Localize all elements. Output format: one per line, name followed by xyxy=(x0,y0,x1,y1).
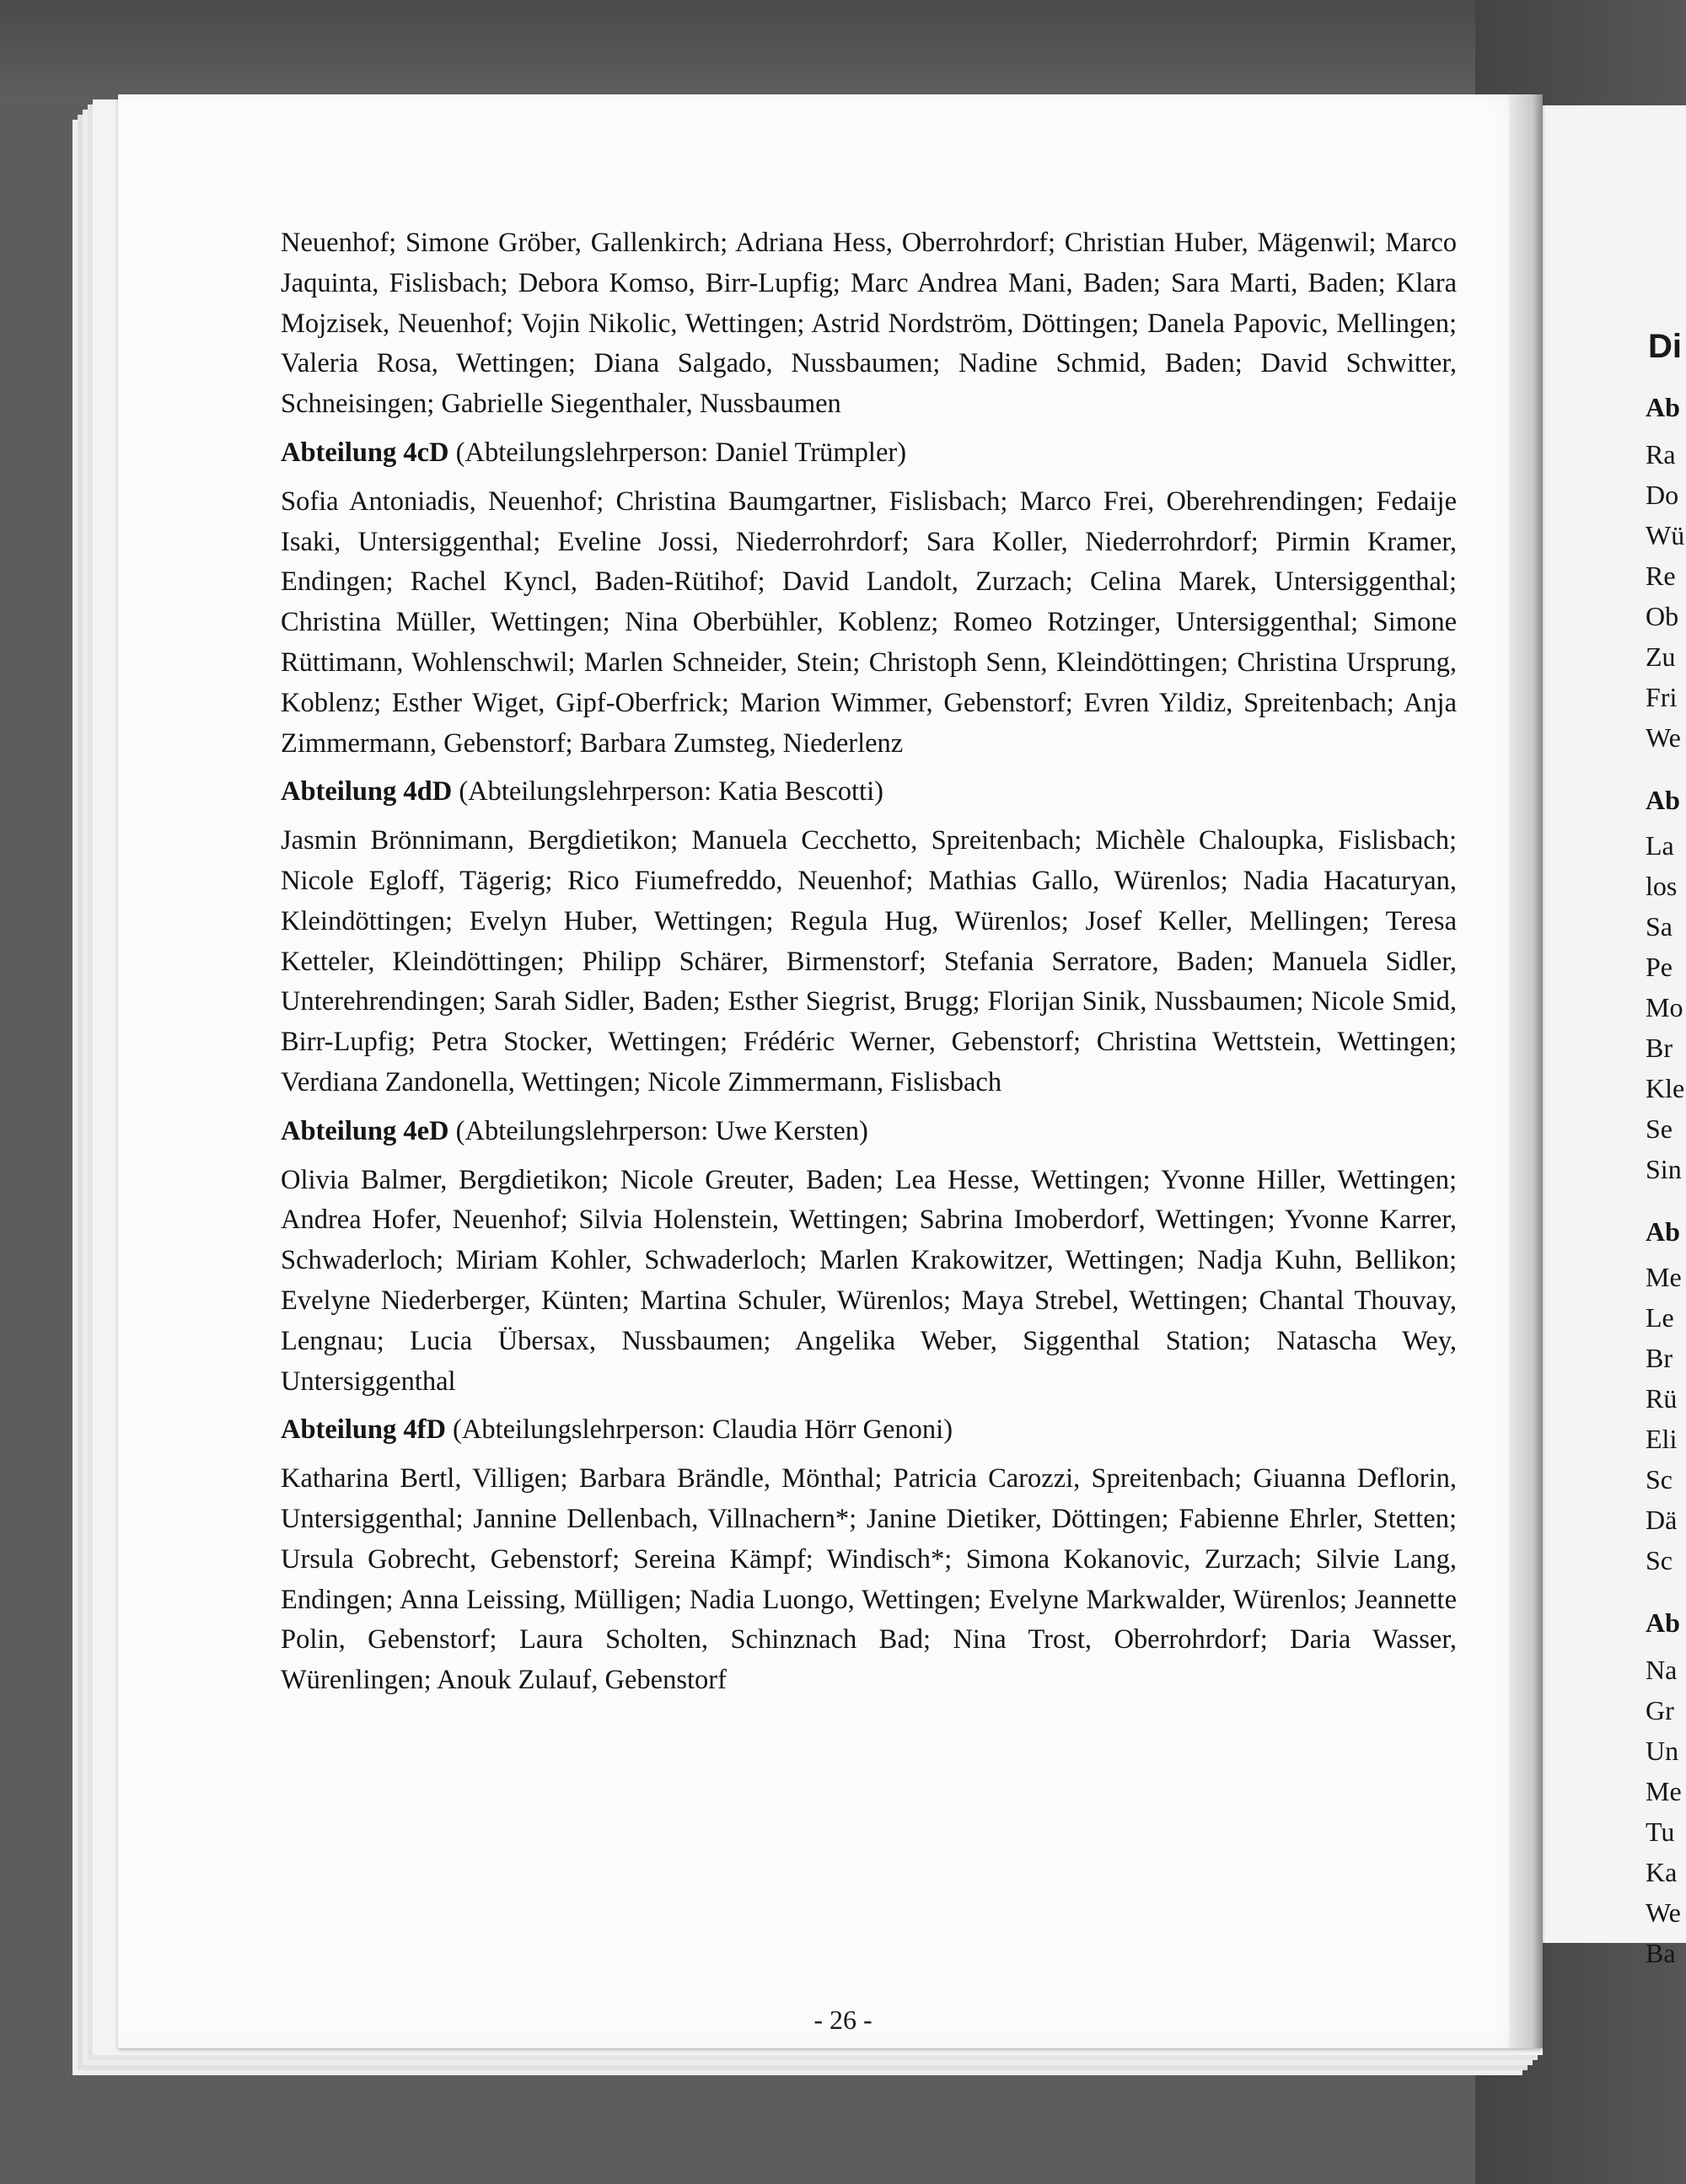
facing-page-fragment: Re xyxy=(1646,561,1676,591)
facing-page-fragment: Se xyxy=(1646,1113,1673,1144)
facing-page-fragment: Ba xyxy=(1646,1938,1676,1968)
facing-page-fragment: Ra xyxy=(1646,439,1676,470)
facing-page-fragment: Pe xyxy=(1646,952,1673,982)
facing-page-fragment: Kle xyxy=(1646,1073,1685,1103)
student-list: Neuenhof; Simone Gröber, Gallenkirch; Adriana Hess, Oberrohrdorf; Christian Huber, Mägenwil; Marco Jaquinta, Fislisbach; Debora Komso, Birr-Lupfig; Marc Andrea Mani, Baden; Sara Marti, Baden; Klara Mojzisek, Neuenhof; Vojin Nikolic, Wettingen; Astrid Nordström, Döttingen; Danela Papovic, Mellingen; Valeria Rosa, Wettingen; Diana Salgado, Nussbaumen; Nadine Schmid, Baden; David Schwitter, Schneisingen; Gabrielle Siegenthaler, Nussbaumen xyxy=(281,228,1457,420)
facing-page-fragment: Ab xyxy=(1646,1216,1680,1247)
section-heading xyxy=(281,1410,1457,1451)
facing-page-fragment: Sc xyxy=(1646,1545,1673,1575)
page-body xyxy=(281,223,1457,1701)
class-name: Abteilung 4eD xyxy=(281,1115,449,1146)
class-name: Abteilung 4fD xyxy=(281,1414,446,1446)
student-list: Jasmin Brönnimann, Bergdietikon; Manuela Cecchetto, Spreitenbach; Michèle Chaloupka, Fislisbach; Nicole Egloff, Tägerig; Rico Fiumefreddo, Neuenhof; Mathias Gallo, Würenlos; Nadia Hacaturyan, Kleindöttingen; Evelyn Huber, Wettingen; Regula Hug, Würenlos; Josef Keller, Mellingen; Teresa Ketteler, Kleindöttingen; Philipp Schärer, Birmenstorf; Stefania Serratore, Baden; Manuela Sidler, Unterehrendingen; Sarah Sidler, Baden; Esther Siegrist, Brugg; Florijan Sinik, Nussbaumen; Nicole Smid, Birr-Lupfig; Petra Stocker, Wettingen; Frédéric Werner, Gebenstorf; Christina Wettstein, Wettingen; Verdiana Zandonella, Wettingen; Nicole Zimmermann, Fislisbach xyxy=(281,825,1457,1097)
facing-page-fragment: Tu xyxy=(1646,1816,1675,1847)
facing-page-fragment: Fri xyxy=(1646,682,1678,712)
facing-page-fragment: Sc xyxy=(1646,1464,1673,1494)
class-name: Abteilung 4dD xyxy=(281,776,453,808)
section-heading xyxy=(281,772,1457,813)
facing-page-fragment: Rü xyxy=(1646,1383,1678,1414)
facing-page-fragment: Na xyxy=(1646,1655,1678,1685)
class-teacher: (Abteilungslehrperson: Claudia Hörr Genoni) xyxy=(453,1414,953,1446)
student-list: Olivia Balmer, Bergdietikon; Nicole Greuter, Baden; Lea Hesse, Wettingen; Yvonne Hiller, Wettingen; Andrea Hofer, Neuenhof; Silvia Holenstein, Wettingen; Sabrina Imoberdorf, Wettingen; Yvonne Karrer, Schwaderloch; Miriam Kohler, Schwaderloch; Marlen Krakowitzer, Wettingen; Nadja Kuhn, Bellikon; Evelyne Niederberger, Künten; Martina Schuler, Würenlos; Maya Strebel, Wettingen; Chantal Thouvay, Lengnau; Lucia Übersax, Nussbaumen; Angelika Weber, Siggenthal Station; Natascha Wey, Untersiggenthal xyxy=(281,1164,1457,1397)
page-number: - 26 - xyxy=(813,2004,873,2035)
facing-page-fragment: Le xyxy=(1646,1302,1674,1333)
section-heading xyxy=(281,1112,1457,1152)
facing-page-fragment: Sa xyxy=(1646,911,1673,942)
facing-page-fragment: Un xyxy=(1646,1736,1679,1766)
facing-page-fragment: Sin xyxy=(1646,1154,1682,1184)
facing-page-fragment: Gr xyxy=(1646,1695,1674,1725)
facing-page-fragment: Ab xyxy=(1646,392,1680,422)
facing-page xyxy=(1543,105,1686,1968)
facing-page-fragment: Do xyxy=(1646,480,1679,510)
facing-page-fragment: Br xyxy=(1646,1343,1673,1373)
class-name: Abteilung 4cD xyxy=(281,437,449,468)
facing-page-fragment: Me xyxy=(1646,1262,1682,1292)
facing-page-fragment: Ab xyxy=(1646,785,1680,815)
student-list: Katharina Bertl, Villigen; Barbara Brändle, Mönthal; Patricia Carozzi, Spreitenbach; Giuanna Deflorin, Untersiggenthal; Jannine Dellenbach, Villnachern*; Janine Dietiker, Döttingen; Fabienne Ehrler, Stetten; Ursula Gobrecht, Gebenstorf; Sereina Kämpf; Windisch*; Simona Kokanovic, Zurzach; Silvie Lang, Endingen; Anna Leissing, Mülligen; Nadia Luongo, Wettingen; Evelyne Markwalder, Würenlos; Jeannette Polin, Gebenstorf; Laura Scholten, Schinznach Bad; Nina Trost, Oberrohrdorf; Daria Wasser, Würenlingen; Anouk Zulauf, Gebenstorf xyxy=(281,1463,1457,1696)
class-teacher: (Abteilungslehrperson: Uwe Kersten) xyxy=(455,1115,868,1146)
facing-page-fragment: Me xyxy=(1646,1776,1682,1806)
facing-page-fragment: los xyxy=(1646,871,1678,901)
book-gutter xyxy=(1509,94,1543,2048)
facing-page-fragment: Mo xyxy=(1646,992,1683,1022)
facing-page-fragment: We xyxy=(1646,1897,1681,1928)
facing-page-fragment: Wü xyxy=(1646,520,1685,550)
student-list: Sofia Antoniadis, Neuenhof; Christina Baumgartner, Fislisbach; Marco Frei, Oberehrendingen; Fedaije Isaki, Untersiggenthal; Eveline Jossi, Niederrohrdorf; Sara Koller, Niederrohrdorf; Pirmin Kramer, Endingen; Rachel Kyncl, Baden-Rütihof; David Landolt, Zurzach; Celina Marek, Untersiggenthal; Christina Müller, Wettingen; Nina Oberbühler, Koblenz; Romeo Rotzinger, Untersiggenthal; Simone Rüttimann, Wohlenschwil; Marlen Schneider, Stein; Christoph Senn, Kleindöttingen; Christina Ursprung, Koblenz; Esther Wiget, Gipf-Oberfrick; Marion Wimmer, Gebenstorf; Evren Yildiz, Spreitenbach; Anja Zimmermann, Gebenstorf; Barbara Zumsteg, Niederlenz xyxy=(281,486,1457,759)
class-teacher: (Abteilungslehrperson: Katia Bescotti) xyxy=(459,776,883,808)
facing-page-fragment: Dä xyxy=(1646,1505,1678,1535)
scan-background-top xyxy=(0,0,1686,101)
facing-page-fragment: Ob xyxy=(1646,601,1679,631)
facing-page-fragment: Eli xyxy=(1646,1424,1678,1454)
class-teacher: (Abteilungslehrperson: Daniel Trümpler) xyxy=(455,437,907,468)
facing-page-fragment: Ab xyxy=(1646,1607,1680,1638)
facing-page-heading: Di xyxy=(1648,328,1682,365)
facing-page-fragment: We xyxy=(1646,722,1681,753)
facing-page-fragment: Br xyxy=(1646,1033,1673,1063)
facing-page-fragment: Ka xyxy=(1646,1857,1678,1887)
section-heading xyxy=(281,433,1457,474)
facing-page-fragment: Zu xyxy=(1646,641,1676,672)
facing-page-fragment: La xyxy=(1646,830,1674,861)
